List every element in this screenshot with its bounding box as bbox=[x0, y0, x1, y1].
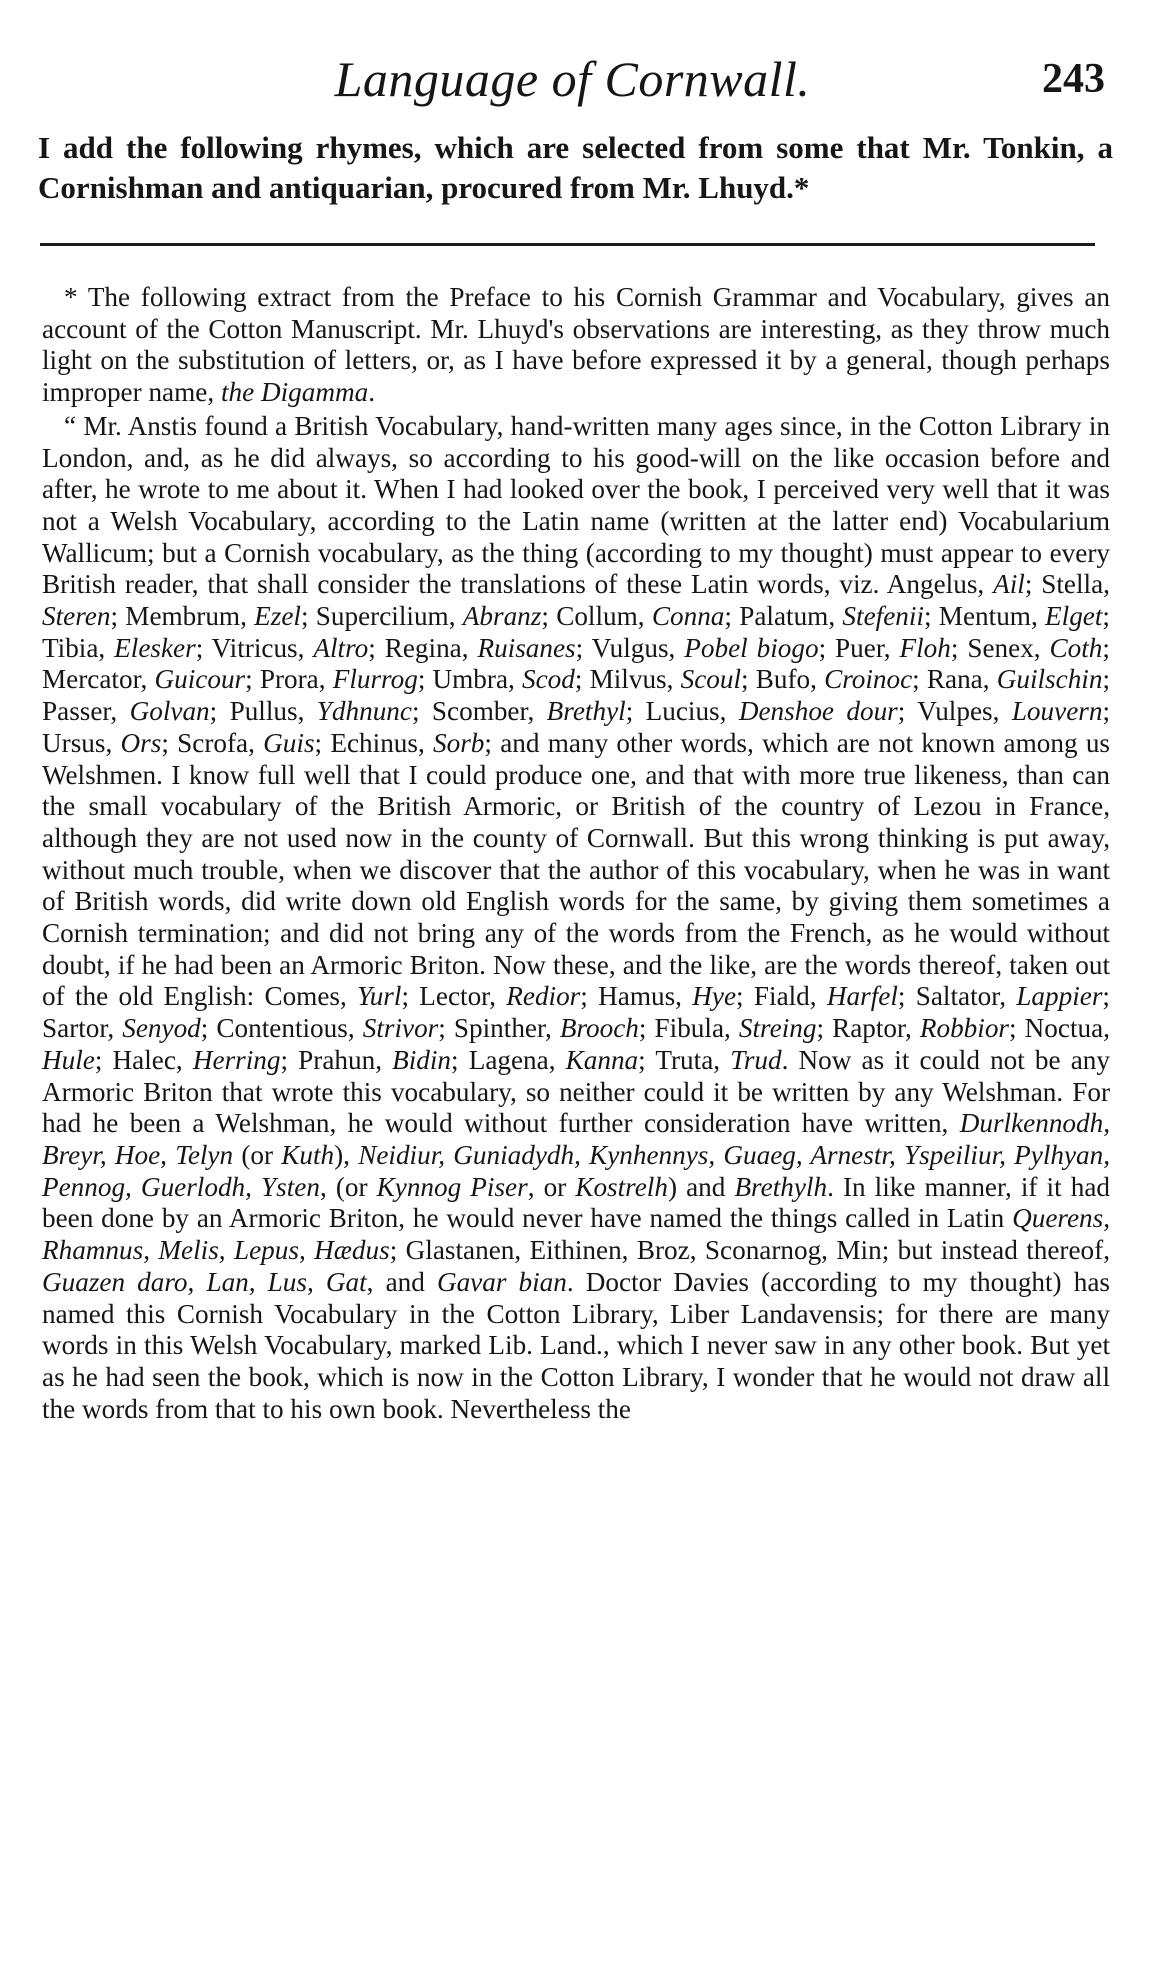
page-title: Language of Cornwall. bbox=[334, 51, 811, 107]
intro-paragraph: I add the following rhymes, which are selected from some that Mr. Tonkin, a Cornishman and antiquarian, procured from Mr. Lhuyd.* bbox=[38, 130, 1113, 205]
italic-term: Neidiur, Guniadydh, Kynhennys, Guaeg, Arnestr, Yspeiliur, Pylhyan, Pennog, Guerlodh, Ysten bbox=[42, 1139, 1111, 1202]
italic-term: Ail bbox=[993, 569, 1025, 600]
italic-term: Denshoe dour bbox=[738, 696, 898, 727]
italic-term: Floh bbox=[899, 632, 951, 663]
italic-term: Kostrelh bbox=[575, 1171, 668, 1202]
italic-term: Ezel bbox=[254, 601, 301, 632]
footnote-paragraph-2: “ Mr. Anstis found a British Vocabulary, hand-written many ages since, in the Cotton Library in London, and, as he did always, so according to his good-will on the like occasion before and after, he wrote to me about it. When I had looked over the book, I perceived very well that it was not a Welsh Vocabulary, according to the Latin name (written at the latter end) Vocabularium Wallicum; but a Cornish vocabulary, as the thing (according to my thought) must appear to every British reader, that shall consider the translations of these Latin words, viz. Angelus, Ail; Stella, Steren; Membrum, Ezel; Supercilium, Abranz; Collum, Conna; Palatum, Stefenii; Mentum, Elget; Tibia, Elesker; Vitricus, Altro; Regina, Ruisanes; Vulgus, Pobel biogo; Puer, Floh; Senex, Coth; Mercator, Guicour; Prora, Flurrog; Umbra, Scod; Milvus, Scoul; Bufo, Croinoc; Rana, Guilschin; Passer, Golvan; Pullus, Ydhnunc; Scomber, Brethyl; Lucius, Denshoe dour; Vulpes, Louvern; Ursus, Ors; Scrofa, Guis; Echinus, Sorb; and many other words, which are not known among us Welshmen. I know full well that I could produce one, and that with more true likeness, than can the small vocabulary of the British Armoric, or British of the country of Lezou in France, although they are not used now in the county of Cornwall. But this wrong thinking is put away, without much trouble, when we discover that the author of this vocabulary, when he was in want of British words, did write down old English words for the same, by giving them sometimes a Cornish termination; and did not bring any of the words from the French, as he would without doubt, if he had been an Armoric Briton. Now these, and the like, are the words thereof, taken out of the old English: Comes, Yurl; Lector, Redior; Hamus, Hye; Fiald, Harfel; Saltator, Lappier; Sartor, Senyod; Contentious, Strivor; Spinther, Brooch; Fibula, Streing; Raptor, Robbior; Noctua, Hule; Halec, Herring; Prahun, Bidin; Lagena, Kanna; Truta, Trud. Now as it could not be any Armoric Briton that wrote this vocabulary, so neither could it be written by any Welshman. For had he been a Welshman, he would without further consideration have written, Durlkennodh, Breyr, Hoe, Telyn (or Kuth), Neidiur, Guniadydh, Kynhennys, Guaeg, Arnestr, Yspeiliur, Pylhyan, Pennog, Guerlodh, Ysten, (or Kynnog Piser, or Kostrelh) and Brethylh. In like manner, if it had been done by an Armoric Briton, he would never have named the things called in Latin Querens, Rhamnus, Melis, Lepus, Hædus; Glastanen, Eithinen, Broz, Sconarnog, Min; but instead thereof, Guazen daro, Lan, Lus, Gat, and Gavar bian. Doctor Davies (according to my thought) has named this Cornish Vocabulary in the Cotton Library, Liber Landavensis; for there are many words in this Welsh Vocabulary, marked Lib. Land., which I never saw in any other book. But yet as he had seen the book, which is now in the Cotton Library, I wonder that he would not draw all the words from that to his own book. Nevertheless the bbox=[42, 410, 1111, 1424]
italic-term: Elesker bbox=[114, 632, 196, 663]
italic-term: Hye bbox=[692, 981, 737, 1012]
italic-term: Yurl bbox=[357, 981, 402, 1012]
italic-term: Brethyl bbox=[546, 696, 626, 727]
italic-term: Streing bbox=[738, 1013, 817, 1044]
italic-term: Guilschin bbox=[996, 664, 1103, 695]
italic-term: Scoul bbox=[680, 664, 741, 695]
italic-term: Louvern bbox=[1011, 696, 1103, 727]
italic-term: Brethylh bbox=[734, 1171, 828, 1202]
italic-term: Kanna bbox=[565, 1044, 639, 1075]
italic-term: Ydhnunc bbox=[316, 696, 412, 727]
italic-term: Coth bbox=[1049, 632, 1103, 663]
italic-term: Guazen daro, Lan, Lus, Gat bbox=[42, 1266, 367, 1297]
italic-term: Redior bbox=[506, 981, 581, 1012]
page-number: 243 bbox=[1042, 56, 1105, 102]
italic-term: Elget bbox=[1045, 601, 1103, 632]
footnote-paragraph-1: * The following extract from the Preface to his Cornish Grammar and Vocabulary, gives an account of the Cotton Manuscript. Mr. Lhuyd's observations are interesting, as they throw much light on the substitution of letters, or, as I have before expressed it by a general, though perhaps improper name, the Digamma. bbox=[42, 282, 1110, 408]
italic-term: Gavar bian bbox=[436, 1266, 567, 1297]
italic-term: Steren bbox=[42, 601, 111, 632]
italic-term: Guis bbox=[263, 727, 315, 758]
italic-term: Ruisanes bbox=[477, 632, 576, 663]
italic-term: Sorb bbox=[433, 727, 485, 758]
italic-term: Harfel bbox=[826, 981, 898, 1012]
italic-term: Hule bbox=[42, 1044, 95, 1075]
italic-term: Altro bbox=[313, 632, 369, 663]
italic-term: Scod bbox=[522, 664, 575, 695]
italic-term: Herring bbox=[192, 1044, 281, 1075]
italic-term: Stefenii bbox=[842, 601, 924, 632]
italic-term: the Digamma bbox=[220, 377, 369, 408]
italic-term: Querens, Rhamnus, Melis, Lepus, Hædus bbox=[42, 1203, 1110, 1266]
italic-term: Lappier bbox=[1016, 981, 1103, 1012]
italic-term: Kynnog Piser bbox=[376, 1171, 528, 1202]
italic-term: Guicour bbox=[154, 664, 246, 695]
footnote-divider-rule bbox=[40, 243, 1095, 246]
italic-term: Kuth bbox=[281, 1139, 335, 1170]
italic-term: Trud bbox=[730, 1044, 782, 1075]
footnote bbox=[42, 282, 1110, 1425]
italic-term: Robbior bbox=[919, 1013, 1010, 1044]
italic-term: Bidin bbox=[392, 1044, 452, 1075]
italic-term: Abranz bbox=[462, 601, 542, 632]
italic-term: Senyod bbox=[122, 1013, 201, 1044]
italic-term: Brooch bbox=[559, 1013, 639, 1044]
italic-term: Ors bbox=[120, 727, 162, 758]
italic-term: Croinoc bbox=[824, 664, 913, 695]
italic-term: Pobel biogo bbox=[684, 632, 819, 663]
italic-term: Conna bbox=[651, 601, 725, 632]
italic-term: Strivor bbox=[362, 1013, 439, 1044]
italic-term: Durlkennodh, Breyr, Hoe, Telyn bbox=[42, 1108, 1110, 1170]
italic-term: Golvan bbox=[129, 696, 210, 727]
italic-term: Flurrog bbox=[332, 664, 418, 695]
running-head bbox=[40, 48, 1105, 110]
